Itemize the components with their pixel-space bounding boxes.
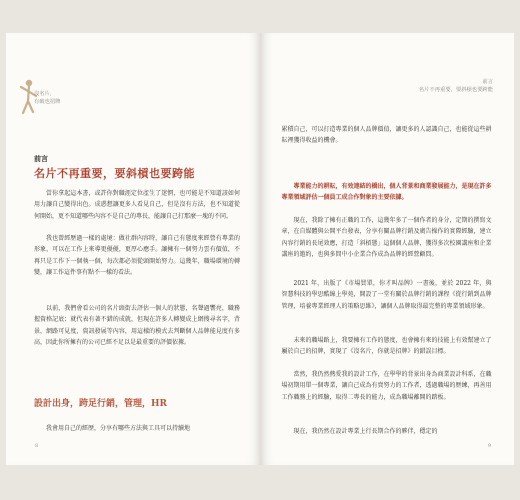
highlighted-text: 專業能力的耕耘，有效連結的橋出，個人背景和商業發展能力，是現在許多專業領域評估一個員工成合作對象的主要依據。 xyxy=(281,183,492,202)
page-number: 8 xyxy=(35,443,39,449)
body-paragraph: 我也曾經歷過一樣的處境：做社群內容時，讓自己有態度來經營有專業的形象，可以在工作上來導更優優，更厚心應手。讓擁有一個努力雲有價值，不再只是工作下一個執一個，每次都必須從頭開始努力。這幾年，職場環境的轉變，讓工作這件事有點不一樣的看法。 xyxy=(34,235,240,277)
chapter-heading: 名片不再重要，要斜槓也要跨能 xyxy=(34,167,195,180)
book-spread xyxy=(6,33,514,465)
body-paragraph: 未來的職場路上，我要擁有工作的態度，也會擁有來的技能上有效幫建立了屬於自己的招牌，實現了《沒名片，你就是招牌》的錯誤目標。 xyxy=(281,337,492,356)
right-page xyxy=(261,33,515,465)
running-head xyxy=(419,79,493,94)
body-paragraph: 以前，我們會看公司的名片頭街去評估一個人的狀態，名聲過響亮，職務握資格記底；就代表有著不錯的成就，但現在許多人轉變成上網搜尋名字，背景，網路可見度，資訊發展等內容，用這樣的模式去判斷個人品牌能見度有多高，因此你所擁有的公司已經不足以是最重要的評價依據。 xyxy=(34,305,240,347)
body-paragraph: 我會用自己的經歷，分享有哪些方法與工具可以持續地 xyxy=(46,425,191,432)
running-head xyxy=(34,91,61,106)
running-head-line: 沒名片， xyxy=(34,91,56,97)
page-number: 9 xyxy=(487,443,491,449)
running-head-line: 名片不再重要，要斜槓也要跨能 xyxy=(418,86,493,93)
body-paragraph: 累積自己，可以打造專業的個人品牌價值，讓更多的人認識自己，也能從這些耕耘裡獲得收益的機會。 xyxy=(281,126,492,145)
section-kicker: 前言 xyxy=(34,154,48,163)
section-subheading: 設計出身，跨足行銷，管理，HR xyxy=(34,399,167,409)
body-paragraph: 現在，我仍然在設計專業上行長期合作的夥伴，穩定的 xyxy=(293,428,438,435)
running-head-line: 有破也招牌 xyxy=(34,98,61,105)
body-paragraph xyxy=(282,181,492,204)
body-paragraph: 當你拿起這本書，或許你對職涯定位產生了迷惘，也可能是不知道該如何用力讓自己變得出色。成惑想讓更多人看見自己，但是沒有方法，也不知道從何開始，更不知道哪些內容不是自己的專長，能讓自己打那麼一塊的不同。 xyxy=(34,190,240,220)
left-page xyxy=(6,33,261,465)
body-paragraph: 當然，我仍然熱愛我的設計工作，在學學的背景出身為商業設計科系，在職場初期用單一個專業，讓自己成為有賣努力的工作者，透過職場的歷練，再善用工作職務上的經驗，取得二專長的能力，成為職場離開的踏板。 xyxy=(281,371,492,401)
body-paragraph: 2021 年，出版了《市場買單，你才叫品牌》一書後，並於 2022 年，與智慧科技的學思酷線上學苑，開設了一堂有關於品牌行銷的課程《從行銷到品牌管理，培養專業經理人的策略思維》，讓個人品牌取得最完整的專業領域形象。 xyxy=(281,280,492,310)
running-head-line: 前言 xyxy=(482,79,493,85)
body-paragraph: 現在，我除了擁有正職的工作，這幾年多了一個作者的身分，定期的撰寫文章，在自媒體與公開平台發表，分享有關品牌行銷及廣告操作的實際經驗，建立內容行銷的長尾效應，打造「斜槓態」這個個人品牌，獲得多次校園講座和企業講座的邀約，也與多間中小企業合作成為品牌的經營顧問。 xyxy=(281,217,492,259)
